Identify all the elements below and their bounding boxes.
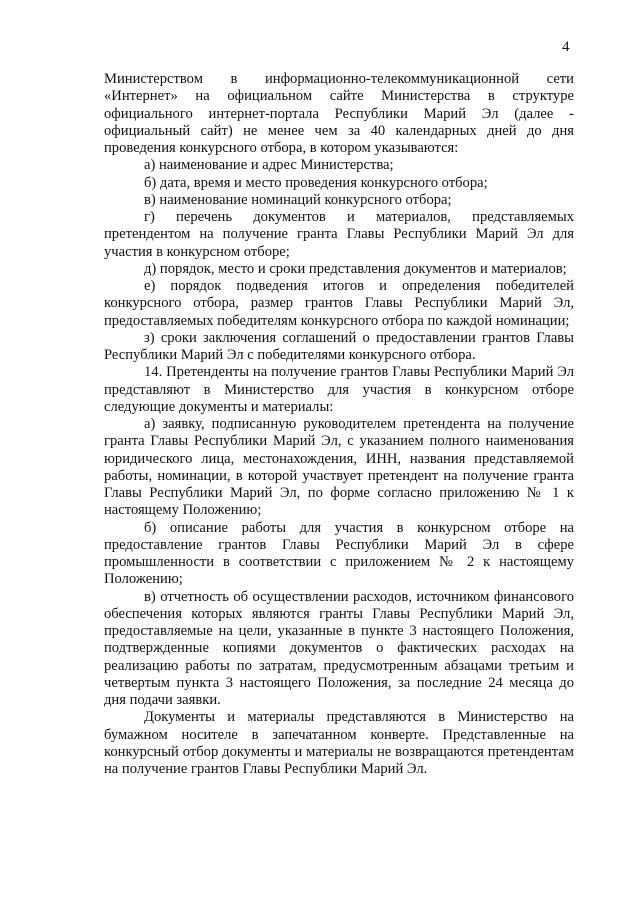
page-number: 4 (562, 39, 570, 55)
paragraph: Министерством в информационно-телекоммуникационной сети «Интернет» на официальном сайте Министерства в структуре официального интернет-портала Республики Марий Эл (далее - официальный сайт) не менее чем за 40 календарных дней до дня проведения конкурсного отбора, в котором указываются: (104, 71, 574, 156)
paragraph: г) перечень документов и материалов, представляемых претендентом на получение гранта Главы Республики Марий Эл для участия в конкурсном отборе; (104, 209, 574, 260)
paragraph: б) дата, время и место проведения конкурсного отбора; (144, 174, 488, 191)
paragraph: е) порядок подведения итогов и определения победителей конкурсного отбора, размер грантов Главы Республики Марий Эл, предоставляемых победителям конкурсного отбора по каждой номинации; (104, 278, 574, 329)
paragraph: в) наименование номинаций конкурсного отбора; (144, 191, 452, 208)
paragraph: а) наименование и адрес Министерства; (144, 157, 394, 174)
paragraph: б) описание работы для участия в конкурсном отборе на предоставление грантов Главы Республики Марий Эл в сфере промышленности в соответствии с приложением № 2 к настоящему Положению; (104, 519, 574, 588)
document-body (104, 71, 574, 778)
paragraph: в) отчетность об осуществлении расходов, источником финансового обеспечения которых являются гранты Главы Республики Марий Эл, предоставляемые на цели, указанные в пункте 3 настоящего Положения, подтвержденные копиями документов о фактических расходах на реализацию работы по затратам, предусмотренным абзацами третьим и четвертым пункта 3 настоящего Положения, за последние 24 месяца до дня подачи заявки. (104, 588, 574, 708)
paragraph: д) порядок, место и сроки представления документов и материалов; (144, 260, 567, 277)
paragraph: Документы и материалы представляются в Министерство на бумажном носителе в запечатанном конверте. Представленные на конкурсный отбор документы и материалы не возвращаются претендентам на получение грантов Главы Республики Марий Эл. (104, 709, 574, 777)
paragraph: 14. Претенденты на получение грантов Главы Республики Марий Эл представляют в Министерство для участия в конкурсном отборе следующие документы и материалы: (104, 364, 574, 415)
paragraph: з) сроки заключения соглашений о предоставлении грантов Главы Республики Марий Эл с победителями конкурсного отбора. (104, 329, 574, 363)
paragraph: а) заявку, подписанную руководителем претендента на получение гранта Главы Республики Марий Эл, с указанием полного наименования юридического лица, местонахождения, ИНН, названия представляемой работы, номинации, в которой участвует претендент на получение гранта Главы Республики Марий Эл, по форме согласно приложению № 1 к настоящему Положению; (104, 416, 574, 519)
